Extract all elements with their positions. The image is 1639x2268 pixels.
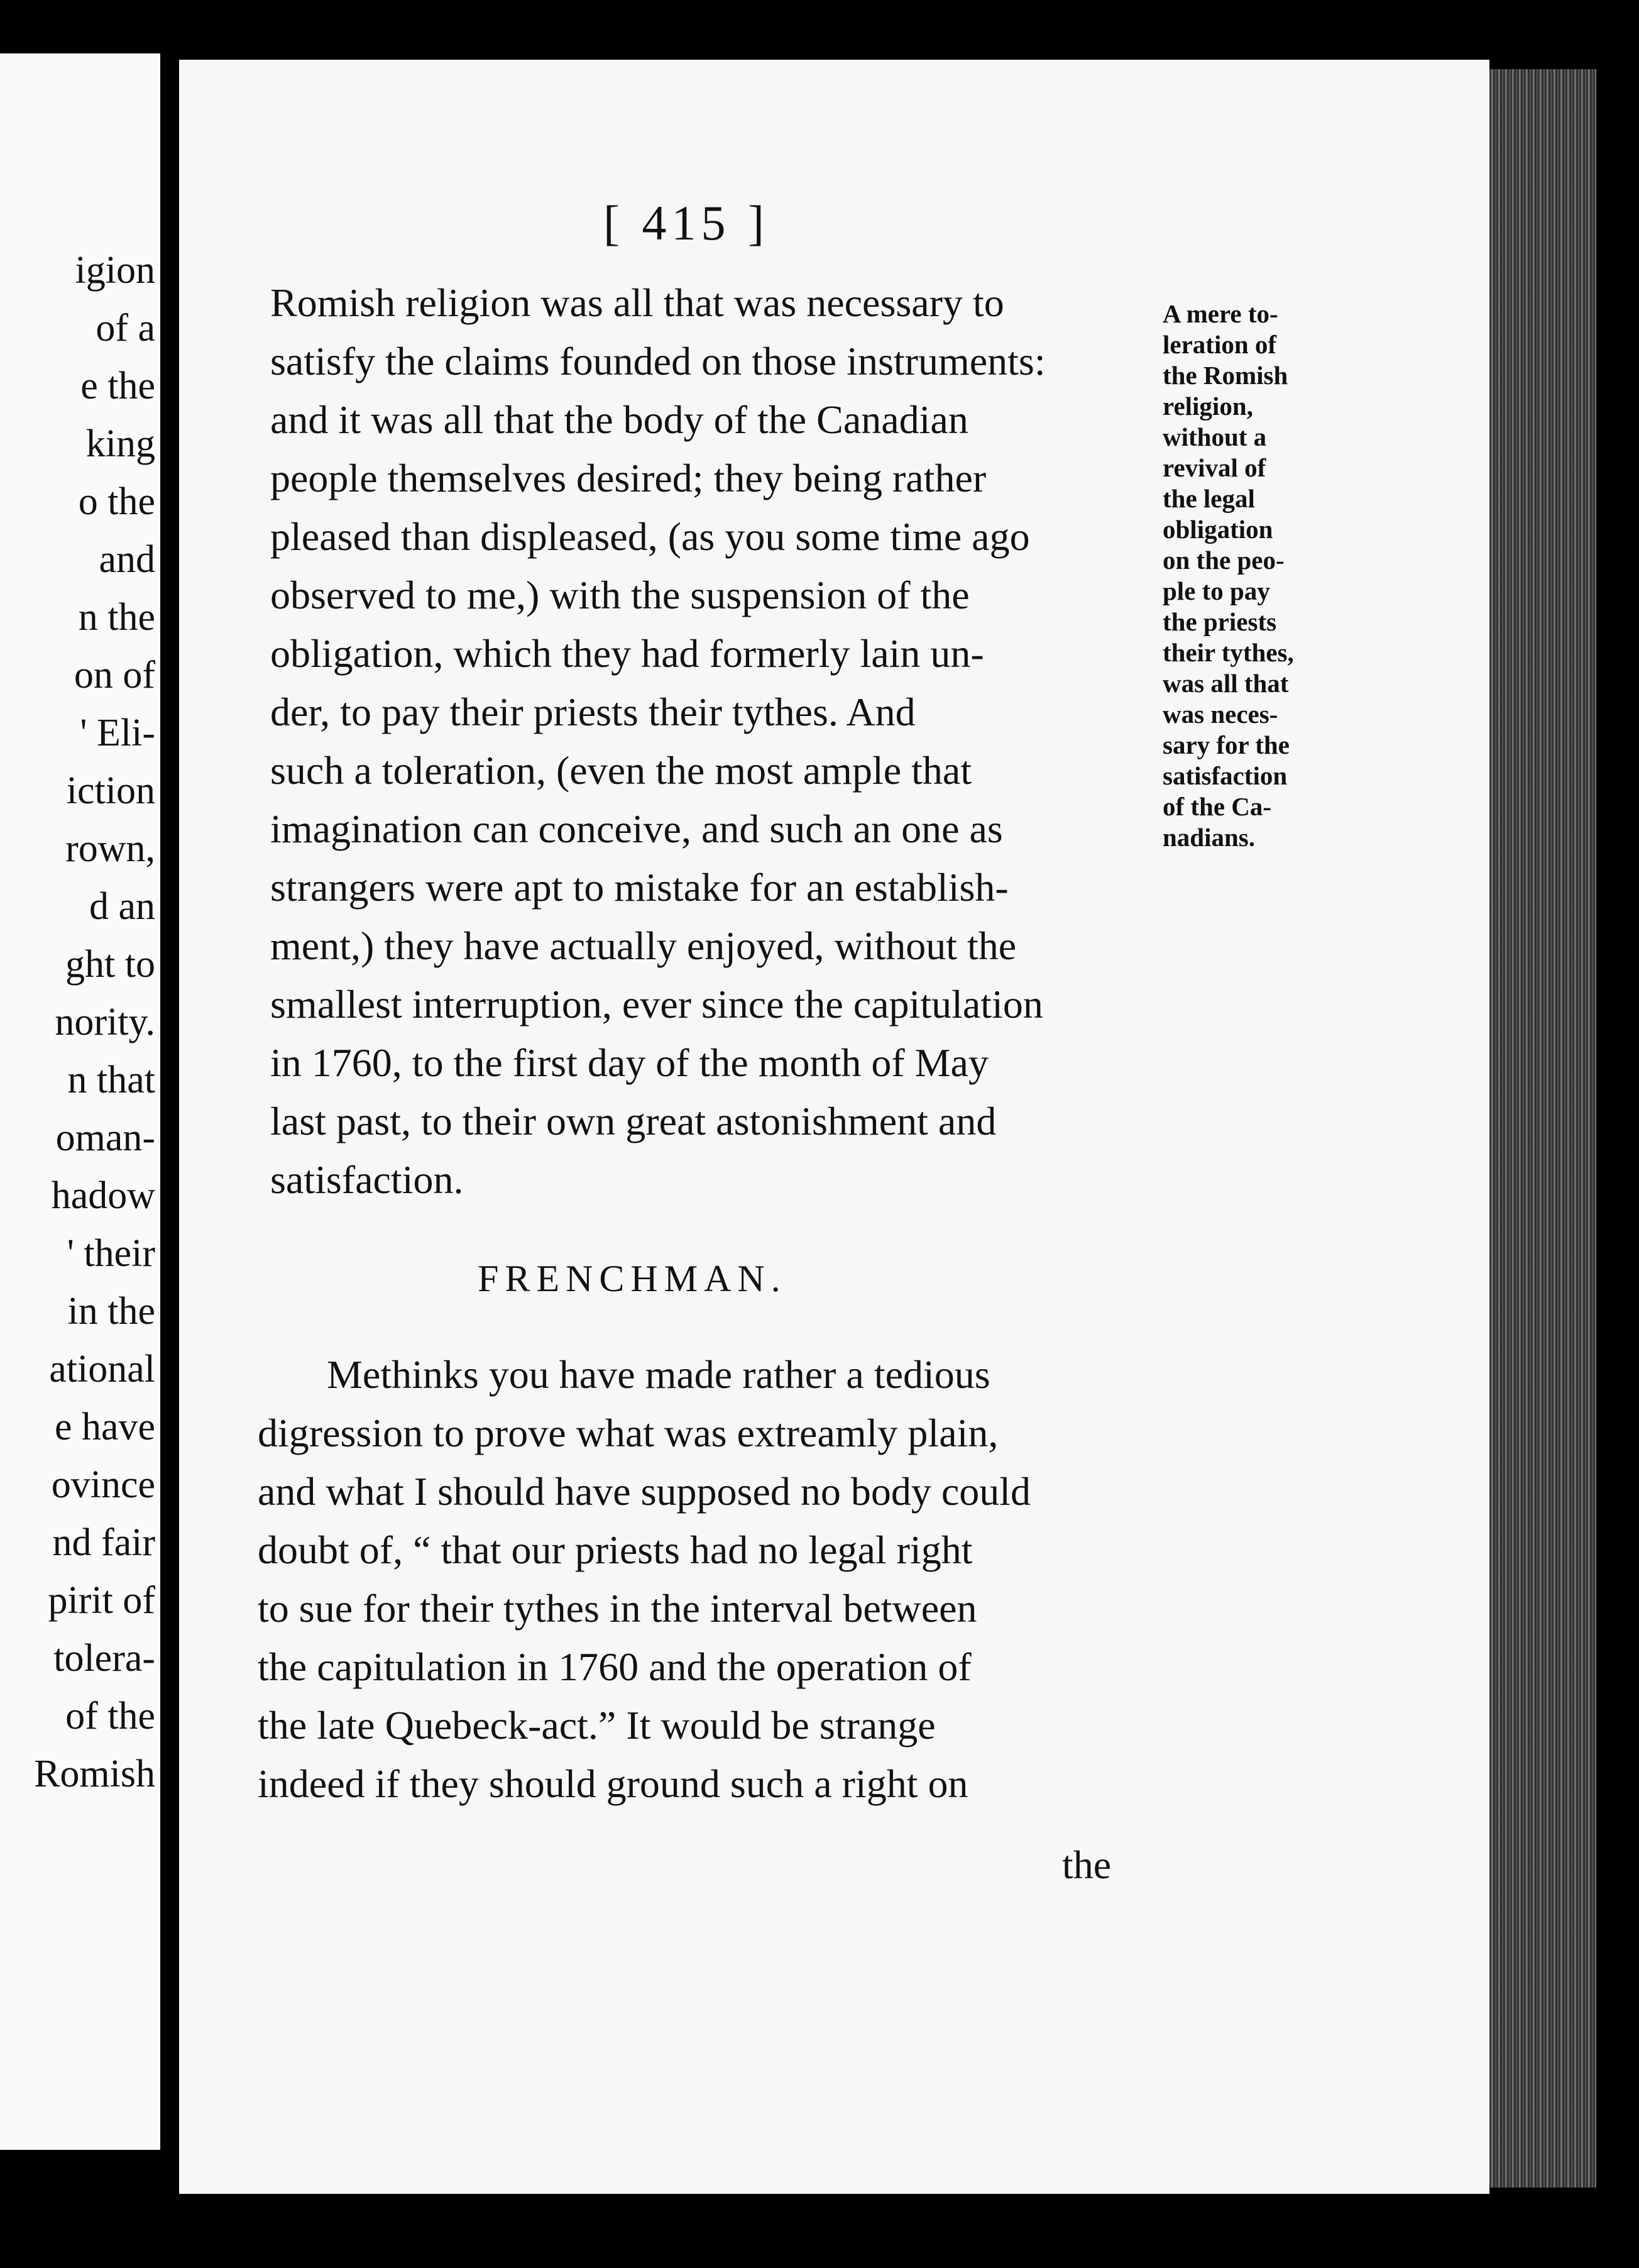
text-line: der, to pay their priests their tythes. And [270, 690, 916, 734]
facing-page-line: e the [80, 365, 155, 407]
text-line: Methinks you have made rather a tedious [327, 1352, 990, 1397]
marginal-note-line: the legal [1163, 484, 1255, 513]
facing-page-line: nority. [55, 1001, 155, 1043]
marginal-note-line: sary for the [1163, 730, 1290, 759]
text-line: last past, to their own great astonishment and [270, 1099, 997, 1143]
page-number: [ 415 ] [603, 195, 769, 250]
text-line: and what I should have supposed no body could [258, 1469, 1031, 1514]
facing-page-line: of a [96, 307, 155, 350]
marginal-note-line: the Romish [1163, 361, 1288, 390]
catchword: the [1062, 1842, 1112, 1887]
speaker-heading: FRENCHMAN. [478, 1258, 787, 1299]
text-line: the capitulation in 1760 and the operation of [258, 1644, 972, 1689]
facing-page-line: of the [65, 1695, 155, 1737]
facing-page-line: hadow [51, 1174, 155, 1217]
facing-page-line: ' Eli- [80, 712, 155, 754]
text-line: satisfaction. [270, 1157, 464, 1202]
marginal-note-line: religion, [1163, 392, 1253, 421]
facing-page-line: ovince [51, 1463, 155, 1506]
marginal-note-line: the priests [1163, 607, 1277, 636]
facing-page-line: igion [75, 249, 155, 292]
text-line: digression to prove what was extreamly plain, [258, 1411, 999, 1455]
marginal-note-line: leration of [1163, 330, 1277, 359]
marginal-note-line: satisfaction [1163, 761, 1288, 790]
text-line: ment,) they have actually enjoyed, without the [270, 923, 1017, 968]
facing-page-line: on of [74, 654, 155, 696]
text-line: Romish religion was all that was necessary to [270, 280, 1004, 325]
marginal-note-line: obligation [1163, 515, 1273, 544]
marginal-note-line: nadians. [1163, 823, 1256, 852]
facing-page-line: ational [49, 1348, 155, 1390]
facing-page-line: and [99, 538, 155, 581]
facing-page-line: ght to [65, 943, 155, 986]
marginal-note [1163, 299, 1307, 853]
facing-page-line: tolera- [53, 1637, 155, 1680]
text-line: imagination can conceive, and such an one as [270, 806, 1003, 851]
facing-page-line: e have [54, 1406, 155, 1448]
marginal-note-line: revival of [1163, 453, 1266, 482]
text-line: to sue for their tythes in the interval between [258, 1586, 977, 1631]
facing-page-line: rown, [65, 827, 155, 870]
text-line: indeed if they should ground such a right on [258, 1761, 968, 1806]
marginal-note-line: without a [1163, 422, 1267, 451]
facing-page-line: king [85, 422, 155, 465]
facing-page-line: iction [66, 769, 155, 812]
text-line: strangers were apt to mistake for an establish- [270, 865, 1009, 910]
facing-page-line: nd fair [52, 1521, 155, 1564]
facing-page-fragment [0, 53, 160, 2150]
text-line: observed to me,) with the suspension of the [270, 573, 970, 617]
facing-page-line: pirit of [48, 1579, 155, 1622]
marginal-note-line: was neces- [1163, 700, 1278, 729]
facing-page-line: in the [67, 1290, 155, 1333]
text-line: people themselves desired; they being rather [270, 456, 987, 500]
marginal-note-line: was all that [1163, 669, 1289, 698]
facing-page-line: n that [67, 1059, 155, 1101]
text-line: obligation, which they had formerly lain un- [270, 631, 984, 676]
facing-page-line: ' their [67, 1232, 155, 1275]
text-line: such a toleration, (even the most ample that [270, 748, 972, 793]
text-line: smallest interruption, ever since the capitulation [270, 982, 1043, 1027]
marginal-note-line: their tythes, [1163, 638, 1294, 667]
marginal-note-line: ple to pay [1163, 576, 1270, 605]
text-line: in 1760, to the first day of the month of May [270, 1040, 989, 1085]
marginal-note-line: A mere to- [1163, 299, 1278, 328]
facing-page-line: n the [78, 596, 155, 639]
text-line: and it was all that the body of the Canadian [270, 397, 968, 442]
marginal-note-line: of the Ca- [1163, 792, 1272, 821]
facing-page-line: Romish [34, 1753, 155, 1795]
text-line: pleased than displeased, (as you some time ago [270, 514, 1030, 559]
facing-page-line: o the [78, 480, 155, 523]
text-line: satisfy the claims founded on those instruments: [270, 339, 1046, 383]
marginal-note-line: on the peo- [1163, 546, 1285, 575]
facing-page-line: d an [89, 885, 155, 928]
text-line: the late Quebeck-act.” It would be strange [258, 1703, 936, 1748]
text-line: doubt of, “ that our priests had no legal right [258, 1528, 973, 1572]
facing-page-line: oman- [55, 1116, 155, 1159]
